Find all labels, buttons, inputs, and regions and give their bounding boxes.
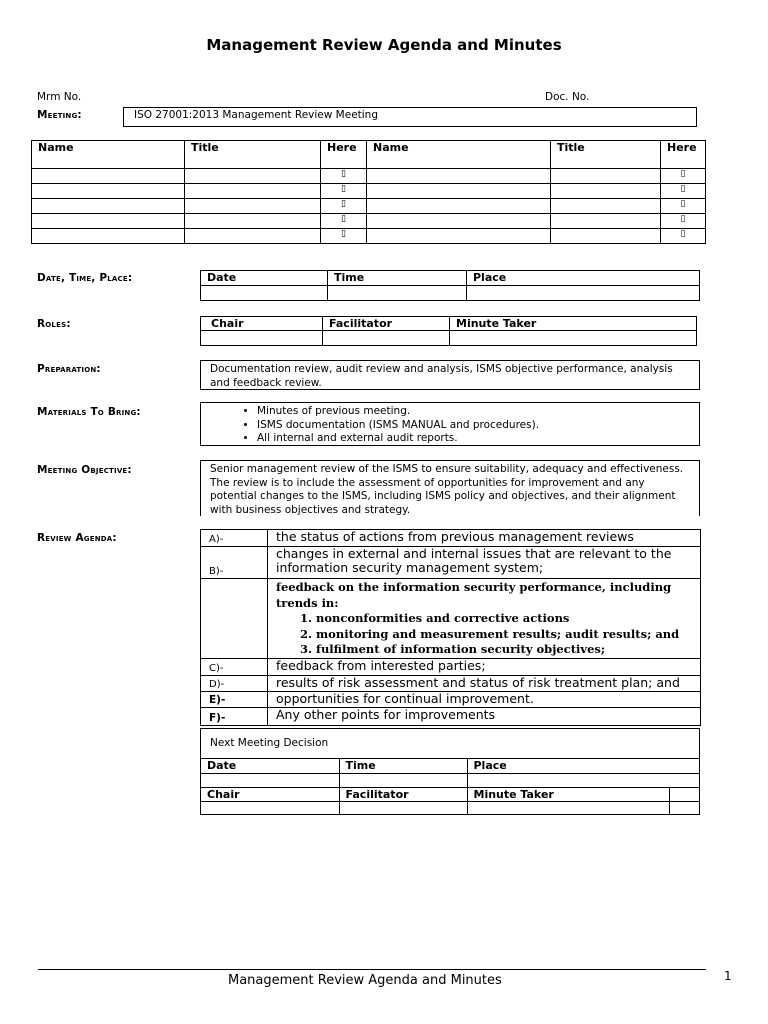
title-cell[interactable]	[551, 184, 661, 199]
preparation-box	[200, 360, 700, 390]
checkbox-icon[interactable]: ▯	[321, 169, 367, 184]
title-cell[interactable]	[185, 229, 321, 244]
footer-rule	[38, 969, 706, 970]
checkbox-icon[interactable]: ▯	[321, 229, 367, 244]
name-cell[interactable]	[32, 199, 185, 214]
agenda-item-f-label: F)-	[201, 708, 268, 726]
name-cell[interactable]	[32, 184, 185, 199]
next-meeting-box	[200, 728, 700, 815]
title-cell[interactable]	[185, 199, 321, 214]
next-extra-cell[interactable]	[669, 802, 699, 815]
doc-number-label: Doc. No.	[545, 91, 590, 103]
title-cell[interactable]	[551, 199, 661, 214]
review-agenda-label: Review Agenda:	[37, 532, 117, 544]
name-cell[interactable]	[32, 229, 185, 244]
date-time-place-table	[200, 270, 700, 301]
place-cell[interactable]	[467, 286, 700, 301]
next-extra-cell[interactable]	[669, 787, 699, 802]
meeting-value: ISO 27001:2013 Management Review Meeting	[134, 109, 379, 121]
name-cell[interactable]	[367, 169, 551, 184]
agenda-item-c-text: feedback from interested parties;	[268, 659, 701, 676]
checkbox-icon[interactable]: ▯	[661, 229, 706, 244]
next-minute-taker-header: Minute Taker	[467, 787, 669, 802]
time-cell[interactable]	[328, 286, 467, 301]
facilitator-cell[interactable]	[323, 331, 450, 346]
meeting-label: Meeting:	[37, 109, 82, 121]
materials-list	[209, 405, 691, 446]
name-cell[interactable]	[367, 229, 551, 244]
attendance-header-here-2: Here	[661, 141, 706, 169]
table-row	[201, 547, 701, 579]
attendance-header-title-2: Title	[551, 141, 661, 169]
table-row	[32, 184, 706, 199]
roles-label: Roles:	[37, 318, 71, 330]
attendance-header-name-2: Name	[367, 141, 551, 169]
next-facilitator-cell[interactable]	[339, 802, 467, 815]
attendance-header-name: Name	[32, 141, 185, 169]
time-header: Time	[328, 271, 467, 286]
table-row	[32, 169, 706, 184]
page-number: 1	[724, 969, 732, 983]
checkbox-icon[interactable]: ▯	[321, 184, 367, 199]
agenda-item-c-label: C)-	[201, 659, 268, 676]
meeting-objective-label: Meeting Objective:	[37, 464, 132, 476]
table-row	[32, 199, 706, 214]
table-row	[201, 708, 701, 726]
next-place-header: Place	[467, 759, 699, 774]
meeting-objective-text: Senior management review of the ISMS to ensure suitability, adequacy and effectiveness. The review is to include the assessment of opportunities for improvement and any potential changes to the ISMS, including ISMS policy and objectives, and their alignment with business objectives and strategy.	[210, 463, 684, 516]
table-row	[201, 676, 701, 692]
table-row	[201, 530, 701, 547]
preparation-text: Documentation review, audit review and analysis, ISMS objective performance, analysis and feedback review.	[210, 363, 673, 389]
meeting-field[interactable]	[123, 107, 697, 127]
agenda-item-b-text: changes in external and internal issues that are relevant to the information security management system;	[268, 547, 701, 579]
checkbox-icon[interactable]: ▯	[661, 199, 706, 214]
next-place-cell[interactable]	[467, 773, 699, 787]
agenda-item-d-text: results of risk assessment and status of risk treatment plan; and	[268, 676, 701, 692]
table-row	[201, 692, 701, 708]
table-row	[32, 214, 706, 229]
title-cell[interactable]	[185, 214, 321, 229]
attendance-table	[31, 140, 706, 244]
agenda-item-e-label: E)-	[201, 692, 268, 708]
next-date-header: Date	[201, 759, 339, 774]
checkbox-icon[interactable]: ▯	[661, 169, 706, 184]
chair-header: Chair	[201, 317, 323, 331]
attendance-header-row	[32, 141, 706, 169]
list-item: 3. fulfilment of information security objectives;	[316, 642, 692, 658]
name-cell[interactable]	[367, 199, 551, 214]
agenda-feedback-cell	[268, 579, 701, 659]
title-cell[interactable]	[551, 229, 661, 244]
minute-taker-cell[interactable]	[450, 331, 697, 346]
roles-table	[200, 316, 697, 346]
table-row	[201, 802, 699, 815]
chair-cell[interactable]	[201, 331, 323, 346]
name-cell[interactable]	[32, 214, 185, 229]
agenda-item-a-label: A)-	[201, 530, 268, 547]
title-cell[interactable]	[185, 169, 321, 184]
agenda-item-f-text: Any other points for improvements	[268, 708, 701, 726]
table-row	[201, 286, 700, 301]
list-item: • All internal and external audit reports.	[257, 432, 691, 446]
agenda-item-b-label: B)-	[201, 547, 268, 579]
agenda-item-e-text: opportunities for continual improvement.	[268, 692, 701, 708]
title-cell[interactable]	[551, 214, 661, 229]
next-time-header: Time	[339, 759, 467, 774]
title-cell[interactable]	[185, 184, 321, 199]
name-cell[interactable]	[367, 184, 551, 199]
next-time-cell[interactable]	[339, 773, 467, 787]
minute-taker-header: Minute Taker	[450, 317, 697, 331]
attendance-header-title: Title	[185, 141, 321, 169]
date-time-place-label: Date, Time, Place:	[37, 272, 133, 284]
next-chair-cell[interactable]	[201, 802, 339, 815]
agenda-item-a-text: the status of actions from previous management reviews	[268, 530, 701, 547]
checkbox-icon[interactable]: ▯	[321, 214, 367, 229]
list-item: • ISMS documentation (ISMS MANUAL and procedures).	[257, 419, 691, 433]
agenda-item-d-label: D)-	[201, 676, 268, 692]
table-row	[201, 331, 697, 346]
next-date-cell[interactable]	[201, 773, 339, 787]
document-title: Management Review Agenda and Minutes	[206, 36, 562, 54]
facilitator-header: Facilitator	[323, 317, 450, 331]
review-agenda-table	[200, 529, 701, 726]
list-item: 2. monitoring and measurement results; audit results; and	[316, 627, 692, 643]
materials-label: Materials To Bring:	[37, 406, 141, 418]
table-row	[201, 773, 699, 787]
table-row	[201, 659, 701, 676]
table-row	[201, 579, 701, 659]
checkbox-icon[interactable]: ▯	[321, 199, 367, 214]
name-cell[interactable]	[32, 169, 185, 184]
attendance-header-here: Here	[321, 141, 367, 169]
footer-title: Management Review Agenda and Minutes	[228, 973, 502, 988]
next-minute-taker-cell[interactable]	[467, 802, 669, 815]
name-cell[interactable]	[367, 214, 551, 229]
next-facilitator-header: Facilitator	[339, 787, 467, 802]
date-cell[interactable]	[201, 286, 328, 301]
preparation-label: Preparation:	[37, 363, 101, 375]
next-meeting-label: Next Meeting Decision	[210, 737, 329, 749]
date-header: Date	[201, 271, 328, 286]
materials-box	[200, 402, 700, 446]
meeting-objective-box	[200, 460, 700, 516]
list-item: • Minutes of previous meeting.	[257, 405, 691, 419]
table-row	[32, 229, 706, 244]
agenda-feedback-list	[276, 611, 692, 658]
title-cell[interactable]	[551, 169, 661, 184]
mrm-number-label: Mrm No.	[37, 91, 82, 103]
checkbox-icon[interactable]: ▯	[661, 184, 706, 199]
agenda-feedback-label-cell	[201, 579, 268, 659]
place-header: Place	[467, 271, 700, 286]
checkbox-icon[interactable]: ▯	[661, 214, 706, 229]
next-meeting-table	[201, 758, 699, 815]
next-chair-header: Chair	[201, 787, 339, 802]
agenda-feedback-intro: feedback on the information security performance, including trends in:	[276, 580, 672, 610]
list-item: 1. nonconformities and corrective actions	[316, 611, 692, 627]
